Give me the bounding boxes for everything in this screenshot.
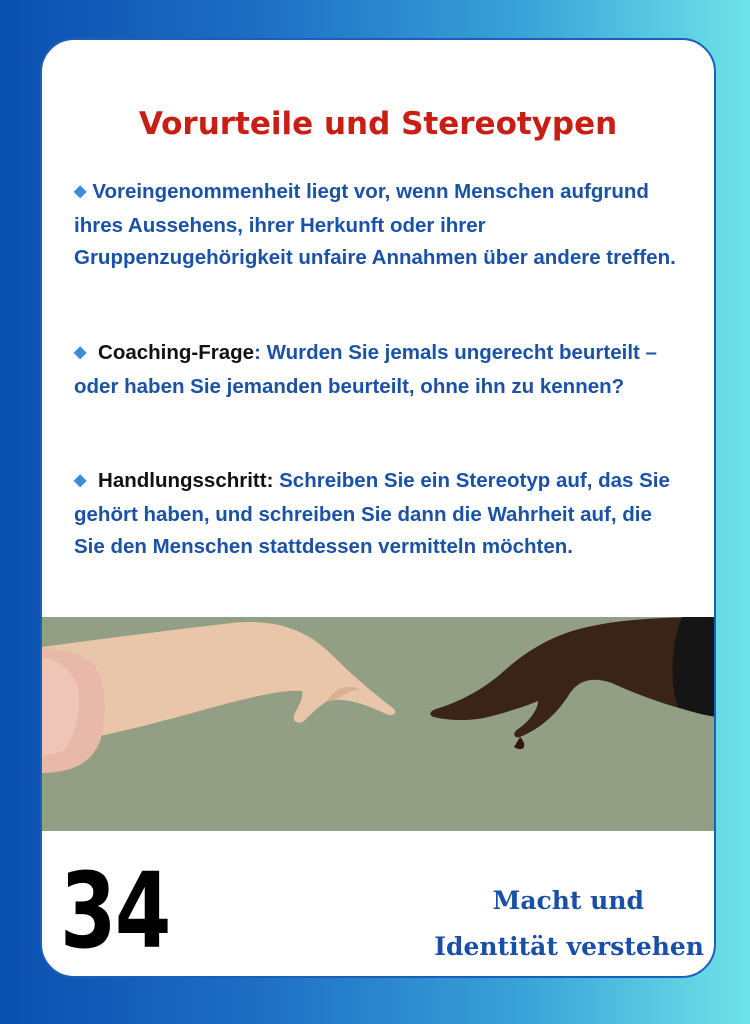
- diamond-bullet-icon: ◆: [74, 183, 87, 200]
- paragraph-action-step: [74, 465, 686, 563]
- card-number: 34: [60, 850, 170, 972]
- coaching-label: Coaching-Frage: [98, 341, 255, 364]
- coaching-text: : Wurden Sie jemals ungerecht beurteilt – oder haben Sie jemanden beurteilt, ohne ihn zu kennen?: [74, 341, 657, 398]
- card-title: Vorurteile und Stereotypen: [138, 106, 618, 142]
- diamond-bullet-icon: ◆: [74, 344, 87, 361]
- hands-touching-photo: [42, 617, 716, 831]
- definition-text: Voreingenommenheit liegt vor, wenn Menschen aufgrund ihres Aussehens, ihrer Herkunft oder ihrer Gruppenzugehörigkeit unfaire Annahmen über andere treffen.: [74, 180, 676, 269]
- category-line-1: Macht und: [492, 886, 644, 915]
- action-text: Schreiben Sie ein Stereotyp auf, das Sie gehört haben, und schreiben Sie dann die Wahrheit auf, die Sie den Menschen stattdessen vermitteln möchten.: [74, 469, 670, 558]
- paragraph-coaching-question: [74, 337, 686, 403]
- category-line-2: Identität verstehen: [434, 932, 704, 961]
- card: [40, 38, 716, 978]
- diamond-bullet-icon: ◆: [74, 472, 87, 489]
- paragraph-definition: [74, 176, 686, 274]
- action-label: Handlungsschritt:: [98, 469, 274, 492]
- category-label: [434, 878, 704, 970]
